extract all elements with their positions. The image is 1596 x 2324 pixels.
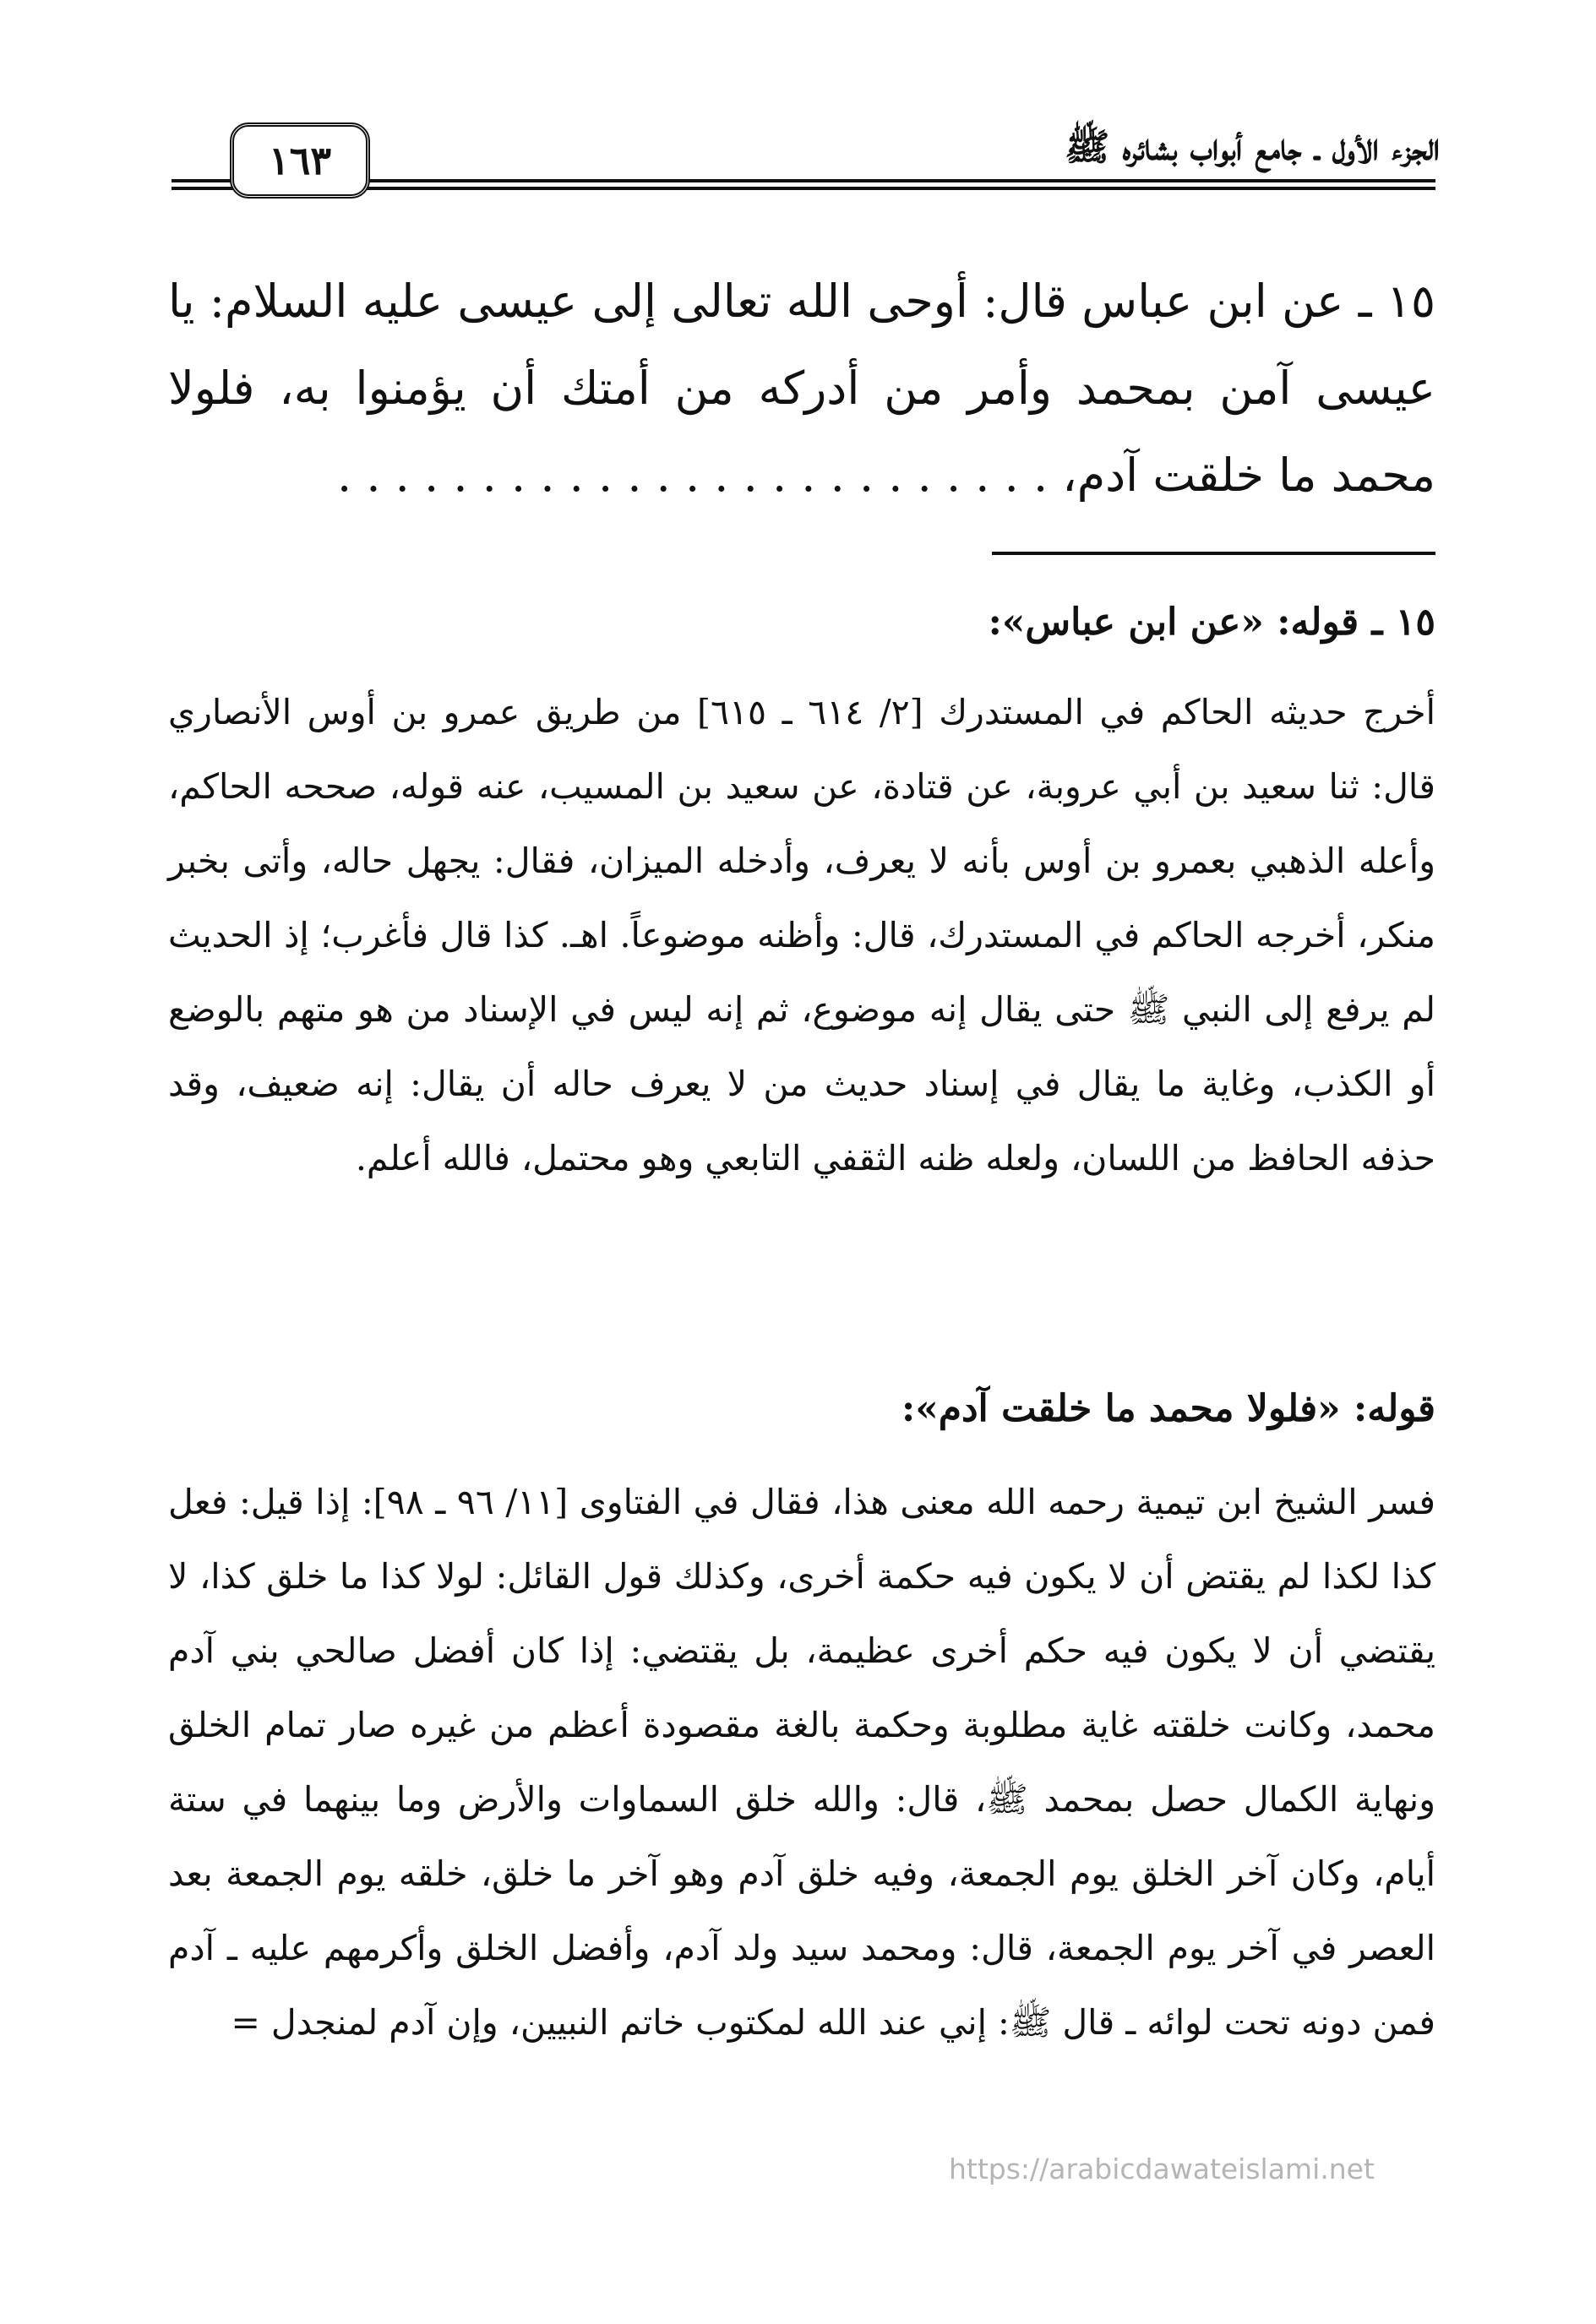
commentary-heading-lawla-muhammad: قوله: «فلولا محمد ما خلقت آدم»: — [901, 1387, 1435, 1430]
running-header-title: الجزء الأول ـ جامع أبواب بشائره ﷺ — [1065, 126, 1440, 169]
commentary-paragraph-takhrij: أخرج حديثه الحاكم في المستدرك [٢/ ٦١٤ ـ ٦١٥] من طريق عمرو بن أوس الأنصاري قال: ثنا سعيد بن أبي عروبة، عن قتادة، عن سعيد بن المسيب، عنه قوله، صححه الحاكم، وأعله الذهبي بعمرو بن أوس بأنه لا يعرف، وأدخله الميزان، فقال: يجهل حاله، وأتى بخبر منكر، أخرجه الحاكم في المستدرك، قال: وأظنه موضوعاً. اهـ. كذا قال فأغرب؛ إذ الحديث لم يرفع إلى النبي ﷺ حتى يقال إنه موضوع، ثم إنه ليس في الإسناد من هو متهم بالوضع أو الكذب، وغاية ما يقال في إسناد حديث من لا يعرف حاله أن يقال: إنه ضعيف، وقد حذفه الحافظ من اللسان، ولعله ظنه الثقفي التابعي وهو محتمل، فالله أعلم. — [168, 692, 1435, 1178]
commentary-paragraph-ibn-taymiyya: فسر الشيخ ابن تيمية رحمه الله معنى هذا، فقال في الفتاوى [١١/ ٩٦ ـ ٩٨]: إذا قيل: فعل كذا لكذا لم يقتض أن لا يكون فيه حكمة أخرى، وكذلك قول القائل: لولا كذا ما خلق كذا، لا يقتضي أن لا يكون فيه حكم أخرى عظيمة، بل يقتضي: إذا كان أفضل صالحي بني آدم محمد، وكانت خلقته غاية مطلوبة وحكمة بالغة مقصودة أعظم من غيره صار تمام الخلق ونهاية الكمال حصل بمحمد ﷺ، قال: والله خلق السماوات والأرض وما بينهما في ستة أيام، وكان آخر الخلق يوم الجمعة، وفيه خلق آدم وهو آخر ما خلق، خلقه يوم الجمعة بعد العصر في آخر يوم الجمعة، قال: ومحمد سيد ولد آدم، وأفضل الخلق وأكرمهم عليه ـ آدم فمن دونه تحت لوائه ـ قال ﷺ: إني عند الله لمكتوب خاتم النبيين، وإن آدم لمنجدل = — [168, 1482, 1435, 2043]
page-number-frame — [230, 122, 370, 199]
hadith-15-paragraph: ١٥ ـ عن ابن عباس قال: أوحى الله تعالى إلى عيسى عليه السلام: يا عيسى آمن بمحمد وأمر من أدركه من أمتك أن يؤمنوا به، فلولا محمد ما خلقت آدم، . . . . . . . . . . . . . . . . . . . . . . . . . — [168, 275, 1435, 502]
page-number: ١٦٣ — [268, 138, 332, 183]
site-watermark: https://arabicdawateislami.net — [949, 2153, 1375, 2185]
main-hadith-text — [168, 258, 1435, 519]
commentary-heading-ibn-abbas: ١٥ ـ قوله: «عن ابن عباس»: — [988, 601, 1435, 644]
footnote-separator — [992, 552, 1435, 555]
